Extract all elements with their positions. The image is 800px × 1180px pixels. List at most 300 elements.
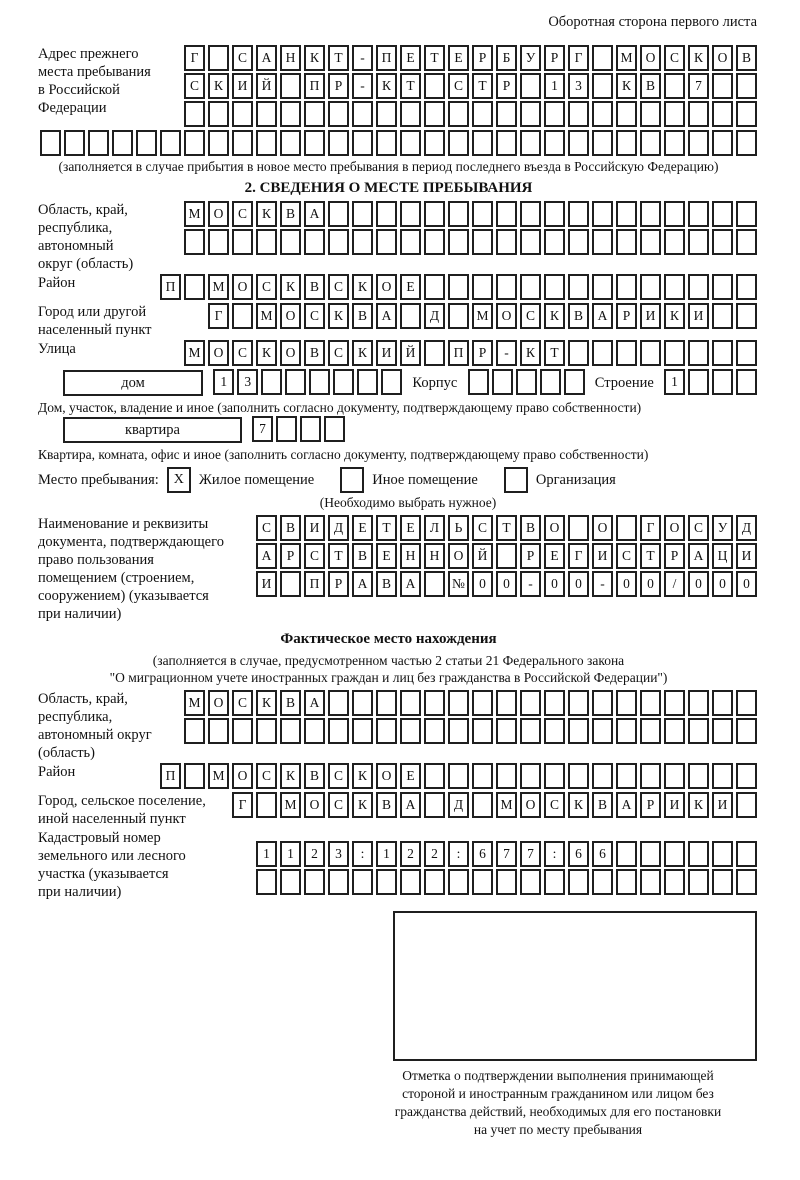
char-cell[interactable]: Т — [328, 45, 349, 71]
char-cell[interactable] — [712, 841, 733, 867]
char-cell[interactable] — [376, 690, 397, 716]
char-cell[interactable]: Р — [280, 543, 301, 569]
char-cell[interactable] — [736, 130, 757, 156]
char-cell[interactable] — [472, 201, 493, 227]
cadastre-row-1[interactable] — [256, 841, 757, 867]
char-cell[interactable] — [688, 274, 709, 300]
char-cell[interactable]: В — [376, 792, 397, 818]
char-cell[interactable]: Н — [400, 543, 421, 569]
prev-address-row-1[interactable] — [184, 45, 757, 71]
char-cell[interactable] — [400, 130, 421, 156]
char-cell[interactable]: В — [520, 515, 541, 541]
char-cell[interactable] — [664, 690, 685, 716]
char-cell[interactable] — [592, 201, 613, 227]
char-cell[interactable]: Г — [568, 543, 589, 569]
char-cell[interactable]: О — [712, 45, 733, 71]
char-cell[interactable] — [616, 690, 637, 716]
char-cell[interactable] — [496, 718, 517, 744]
char-cell[interactable]: У — [520, 45, 541, 71]
char-cell[interactable]: Е — [400, 274, 421, 300]
char-cell[interactable] — [568, 340, 589, 366]
char-cell[interactable] — [184, 274, 205, 300]
char-cell[interactable]: А — [304, 201, 325, 227]
char-cell[interactable] — [424, 201, 445, 227]
char-cell[interactable] — [736, 73, 757, 99]
char-cell[interactable] — [640, 201, 661, 227]
char-cell[interactable] — [712, 73, 733, 99]
char-cell[interactable]: С — [328, 274, 349, 300]
char-cell[interactable]: В — [352, 543, 373, 569]
char-cell[interactable]: А — [400, 792, 421, 818]
char-cell[interactable] — [376, 201, 397, 227]
char-cell[interactable]: И — [688, 303, 709, 329]
char-cell[interactable] — [472, 792, 493, 818]
char-cell[interactable] — [712, 101, 733, 127]
char-cell[interactable] — [400, 690, 421, 716]
char-cell[interactable]: И — [736, 543, 757, 569]
char-cell[interactable] — [564, 369, 585, 395]
char-cell[interactable] — [496, 690, 517, 716]
char-cell[interactable]: Р — [520, 543, 541, 569]
char-cell[interactable] — [328, 869, 349, 895]
char-cell[interactable]: А — [592, 303, 613, 329]
char-cell[interactable] — [544, 130, 565, 156]
char-cell[interactable]: 0 — [472, 571, 493, 597]
char-cell[interactable]: 7 — [520, 841, 541, 867]
char-cell[interactable] — [328, 101, 349, 127]
char-cell[interactable] — [736, 101, 757, 127]
char-cell[interactable] — [381, 369, 402, 395]
house-type-box[interactable]: дом — [63, 370, 203, 396]
char-cell[interactable]: Й — [256, 73, 277, 99]
house-number-cells[interactable] — [213, 369, 402, 395]
char-cell[interactable]: О — [208, 690, 229, 716]
char-cell[interactable]: П — [304, 73, 325, 99]
stroenie-cells[interactable] — [664, 369, 757, 395]
char-cell[interactable] — [712, 690, 733, 716]
char-cell[interactable]: С — [232, 201, 253, 227]
char-cell[interactable] — [568, 229, 589, 255]
char-cell[interactable]: Р — [472, 340, 493, 366]
char-cell[interactable] — [424, 101, 445, 127]
char-cell[interactable] — [276, 416, 297, 442]
char-cell[interactable] — [664, 73, 685, 99]
char-cell[interactable]: - — [592, 571, 613, 597]
char-cell[interactable]: С — [256, 763, 277, 789]
char-cell[interactable] — [304, 130, 325, 156]
char-cell[interactable]: С — [616, 543, 637, 569]
char-cell[interactable] — [400, 303, 421, 329]
char-cell[interactable]: П — [304, 571, 325, 597]
char-cell[interactable] — [616, 841, 637, 867]
char-cell[interactable]: М — [184, 340, 205, 366]
fact-region-row-1[interactable] — [184, 690, 757, 716]
char-cell[interactable] — [592, 718, 613, 744]
char-cell[interactable]: М — [208, 763, 229, 789]
char-cell[interactable] — [424, 130, 445, 156]
char-cell[interactable] — [712, 718, 733, 744]
char-cell[interactable]: 2 — [304, 841, 325, 867]
char-cell[interactable]: К — [280, 274, 301, 300]
char-cell[interactable]: Т — [544, 340, 565, 366]
char-cell[interactable]: № — [448, 571, 469, 597]
char-cell[interactable]: К — [352, 763, 373, 789]
char-cell[interactable]: К — [352, 792, 373, 818]
char-cell[interactable] — [448, 201, 469, 227]
char-cell[interactable]: 0 — [616, 571, 637, 597]
char-cell[interactable] — [736, 690, 757, 716]
char-cell[interactable]: 0 — [712, 571, 733, 597]
char-cell[interactable]: К — [664, 303, 685, 329]
district-row[interactable] — [160, 274, 757, 300]
char-cell[interactable]: Р — [544, 45, 565, 71]
char-cell[interactable]: К — [256, 340, 277, 366]
char-cell[interactable]: О — [232, 763, 253, 789]
char-cell[interactable] — [184, 718, 205, 744]
char-cell[interactable] — [112, 130, 133, 156]
char-cell[interactable] — [304, 101, 325, 127]
char-cell[interactable]: 1 — [376, 841, 397, 867]
char-cell[interactable] — [592, 690, 613, 716]
char-cell[interactable] — [256, 869, 277, 895]
char-cell[interactable]: - — [496, 340, 517, 366]
char-cell[interactable]: П — [160, 274, 181, 300]
char-cell[interactable] — [736, 274, 757, 300]
char-cell[interactable]: М — [184, 690, 205, 716]
char-cell[interactable]: О — [496, 303, 517, 329]
char-cell[interactable] — [712, 274, 733, 300]
char-cell[interactable]: М — [280, 792, 301, 818]
char-cell[interactable]: В — [280, 515, 301, 541]
char-cell[interactable] — [208, 130, 229, 156]
char-cell[interactable] — [568, 274, 589, 300]
char-cell[interactable] — [376, 229, 397, 255]
char-cell[interactable]: С — [304, 543, 325, 569]
char-cell[interactable] — [544, 869, 565, 895]
char-cell[interactable] — [544, 690, 565, 716]
char-cell[interactable] — [640, 869, 661, 895]
fact-district-row[interactable] — [160, 763, 757, 789]
char-cell[interactable] — [424, 792, 445, 818]
char-cell[interactable] — [712, 763, 733, 789]
char-cell[interactable]: Т — [328, 543, 349, 569]
fact-region-row-2[interactable] — [184, 718, 757, 744]
char-cell[interactable] — [448, 718, 469, 744]
char-cell[interactable]: Е — [448, 45, 469, 71]
char-cell[interactable] — [285, 369, 306, 395]
char-cell[interactable]: Е — [544, 543, 565, 569]
char-cell[interactable] — [664, 340, 685, 366]
char-cell[interactable] — [520, 130, 541, 156]
char-cell[interactable]: С — [688, 515, 709, 541]
char-cell[interactable] — [352, 201, 373, 227]
char-cell[interactable] — [688, 718, 709, 744]
char-cell[interactable]: Г — [208, 303, 229, 329]
char-cell[interactable] — [640, 274, 661, 300]
char-cell[interactable] — [300, 416, 321, 442]
char-cell[interactable]: К — [376, 73, 397, 99]
char-cell[interactable] — [520, 201, 541, 227]
prev-address-row-2[interactable] — [184, 73, 757, 99]
char-cell[interactable] — [160, 130, 181, 156]
char-cell[interactable] — [592, 101, 613, 127]
region-row-1[interactable] — [184, 201, 757, 227]
char-cell[interactable]: В — [568, 303, 589, 329]
char-cell[interactable] — [400, 201, 421, 227]
char-cell[interactable] — [568, 869, 589, 895]
char-cell[interactable] — [136, 130, 157, 156]
char-cell[interactable] — [424, 229, 445, 255]
korpus-cells[interactable] — [468, 369, 585, 395]
char-cell[interactable]: П — [376, 45, 397, 71]
char-cell[interactable]: В — [280, 201, 301, 227]
char-cell[interactable] — [616, 718, 637, 744]
char-cell[interactable] — [568, 201, 589, 227]
char-cell[interactable] — [472, 274, 493, 300]
char-cell[interactable] — [424, 690, 445, 716]
char-cell[interactable] — [280, 869, 301, 895]
char-cell[interactable]: Е — [376, 543, 397, 569]
char-cell[interactable] — [424, 869, 445, 895]
char-cell[interactable] — [520, 274, 541, 300]
char-cell[interactable]: 0 — [568, 571, 589, 597]
char-cell[interactable]: М — [472, 303, 493, 329]
char-cell[interactable] — [616, 869, 637, 895]
char-cell[interactable]: И — [640, 303, 661, 329]
char-cell[interactable]: Е — [352, 515, 373, 541]
char-cell[interactable] — [568, 690, 589, 716]
char-cell[interactable]: О — [592, 515, 613, 541]
char-cell[interactable] — [712, 229, 733, 255]
char-cell[interactable]: О — [544, 515, 565, 541]
char-cell[interactable]: 7 — [252, 416, 273, 442]
char-cell[interactable] — [448, 869, 469, 895]
char-cell[interactable] — [309, 369, 330, 395]
char-cell[interactable] — [208, 45, 229, 71]
char-cell[interactable] — [256, 130, 277, 156]
char-cell[interactable] — [352, 130, 373, 156]
char-cell[interactable]: К — [520, 340, 541, 366]
char-cell[interactable]: С — [232, 45, 253, 71]
char-cell[interactable]: К — [304, 45, 325, 71]
char-cell[interactable]: С — [472, 515, 493, 541]
char-cell[interactable] — [736, 303, 757, 329]
char-cell[interactable] — [616, 340, 637, 366]
char-cell[interactable] — [568, 763, 589, 789]
char-cell[interactable]: А — [616, 792, 637, 818]
char-cell[interactable] — [664, 841, 685, 867]
char-cell[interactable] — [492, 369, 513, 395]
char-cell[interactable] — [208, 718, 229, 744]
char-cell[interactable] — [592, 869, 613, 895]
char-cell[interactable]: М — [184, 201, 205, 227]
char-cell[interactable]: Р — [616, 303, 637, 329]
char-cell[interactable]: Е — [400, 515, 421, 541]
char-cell[interactable] — [468, 369, 489, 395]
char-cell[interactable] — [544, 718, 565, 744]
char-cell[interactable] — [688, 869, 709, 895]
char-cell[interactable] — [424, 571, 445, 597]
char-cell[interactable] — [568, 718, 589, 744]
char-cell[interactable]: В — [352, 303, 373, 329]
char-cell[interactable] — [664, 763, 685, 789]
char-cell[interactable]: И — [304, 515, 325, 541]
char-cell[interactable] — [616, 229, 637, 255]
char-cell[interactable] — [544, 229, 565, 255]
char-cell[interactable] — [64, 130, 85, 156]
char-cell[interactable]: 2 — [424, 841, 445, 867]
char-cell[interactable]: В — [592, 792, 613, 818]
char-cell[interactable]: 7 — [688, 73, 709, 99]
char-cell[interactable]: О — [376, 763, 397, 789]
char-cell[interactable] — [736, 201, 757, 227]
char-cell[interactable] — [640, 101, 661, 127]
char-cell[interactable] — [592, 229, 613, 255]
char-cell[interactable] — [472, 690, 493, 716]
char-cell[interactable]: С — [256, 515, 277, 541]
char-cell[interactable] — [520, 763, 541, 789]
char-cell[interactable] — [352, 718, 373, 744]
char-cell[interactable] — [736, 869, 757, 895]
street-row[interactable] — [184, 340, 757, 366]
char-cell[interactable] — [688, 841, 709, 867]
char-cell[interactable]: С — [664, 45, 685, 71]
char-cell[interactable]: М — [256, 303, 277, 329]
char-cell[interactable]: Г — [232, 792, 253, 818]
char-cell[interactable] — [424, 340, 445, 366]
char-cell[interactable]: Е — [400, 45, 421, 71]
char-cell[interactable]: 6 — [568, 841, 589, 867]
char-cell[interactable]: О — [448, 543, 469, 569]
char-cell[interactable]: Ц — [712, 543, 733, 569]
char-cell[interactable]: О — [304, 792, 325, 818]
char-cell[interactable]: С — [544, 792, 565, 818]
char-cell[interactable]: К — [688, 792, 709, 818]
char-cell[interactable] — [496, 229, 517, 255]
char-cell[interactable]: Р — [496, 73, 517, 99]
char-cell[interactable] — [640, 229, 661, 255]
char-cell[interactable] — [472, 101, 493, 127]
char-cell[interactable] — [352, 869, 373, 895]
char-cell[interactable] — [712, 130, 733, 156]
char-cell[interactable] — [736, 340, 757, 366]
char-cell[interactable] — [328, 130, 349, 156]
char-cell[interactable]: Н — [424, 543, 445, 569]
char-cell[interactable] — [616, 130, 637, 156]
char-cell[interactable]: С — [256, 274, 277, 300]
char-cell[interactable] — [256, 718, 277, 744]
char-cell[interactable] — [544, 201, 565, 227]
char-cell[interactable]: У — [712, 515, 733, 541]
char-cell[interactable]: С — [304, 303, 325, 329]
char-cell[interactable]: О — [520, 792, 541, 818]
char-cell[interactable]: К — [616, 73, 637, 99]
char-cell[interactable] — [448, 763, 469, 789]
char-cell[interactable] — [640, 690, 661, 716]
char-cell[interactable]: Т — [424, 45, 445, 71]
char-cell[interactable] — [232, 130, 253, 156]
char-cell[interactable] — [208, 101, 229, 127]
char-cell[interactable] — [232, 101, 253, 127]
char-cell[interactable] — [688, 229, 709, 255]
char-cell[interactable]: К — [256, 201, 277, 227]
char-cell[interactable]: П — [160, 763, 181, 789]
char-cell[interactable]: И — [712, 792, 733, 818]
char-cell[interactable]: 6 — [472, 841, 493, 867]
char-cell[interactable]: О — [208, 340, 229, 366]
prev-address-overflow-row[interactable] — [20, 130, 757, 156]
char-cell[interactable] — [184, 763, 205, 789]
char-cell[interactable]: К — [352, 340, 373, 366]
char-cell[interactable] — [424, 763, 445, 789]
char-cell[interactable] — [352, 229, 373, 255]
apartment-number-cells[interactable] — [252, 416, 345, 442]
char-cell[interactable] — [592, 73, 613, 99]
char-cell[interactable] — [304, 718, 325, 744]
char-cell[interactable] — [424, 73, 445, 99]
char-cell[interactable] — [688, 101, 709, 127]
char-cell[interactable]: В — [280, 690, 301, 716]
char-cell[interactable] — [544, 101, 565, 127]
char-cell[interactable] — [472, 718, 493, 744]
char-cell[interactable]: К — [256, 690, 277, 716]
char-cell[interactable]: 0 — [640, 571, 661, 597]
char-cell[interactable] — [448, 229, 469, 255]
char-cell[interactable] — [712, 369, 733, 395]
char-cell[interactable]: К — [328, 303, 349, 329]
char-cell[interactable] — [184, 229, 205, 255]
char-cell[interactable] — [640, 130, 661, 156]
char-cell[interactable]: К — [688, 45, 709, 71]
char-cell[interactable]: Т — [472, 73, 493, 99]
char-cell[interactable] — [208, 229, 229, 255]
char-cell[interactable]: Р — [328, 571, 349, 597]
char-cell[interactable]: Г — [640, 515, 661, 541]
char-cell[interactable]: 1 — [256, 841, 277, 867]
char-cell[interactable] — [688, 130, 709, 156]
char-cell[interactable] — [448, 101, 469, 127]
char-cell[interactable]: Т — [496, 515, 517, 541]
char-cell[interactable]: Д — [736, 515, 757, 541]
char-cell[interactable] — [664, 130, 685, 156]
char-cell[interactable]: К — [352, 274, 373, 300]
checkbox-residential[interactable]: X — [167, 467, 191, 493]
char-cell[interactable]: 0 — [736, 571, 757, 597]
region-row-2[interactable] — [184, 229, 757, 255]
char-cell[interactable]: О — [208, 201, 229, 227]
char-cell[interactable] — [520, 73, 541, 99]
cadastre-row-2[interactable] — [256, 869, 757, 895]
char-cell[interactable] — [688, 369, 709, 395]
char-cell[interactable]: Р — [472, 45, 493, 71]
char-cell[interactable] — [324, 416, 345, 442]
char-cell[interactable] — [664, 718, 685, 744]
char-cell[interactable] — [520, 869, 541, 895]
char-cell[interactable] — [256, 792, 277, 818]
city-row[interactable] — [208, 303, 757, 329]
char-cell[interactable] — [400, 229, 421, 255]
char-cell[interactable]: С — [328, 340, 349, 366]
char-cell[interactable]: - — [352, 73, 373, 99]
char-cell[interactable]: Т — [400, 73, 421, 99]
char-cell[interactable] — [544, 274, 565, 300]
char-cell[interactable]: В — [736, 45, 757, 71]
char-cell[interactable] — [184, 101, 205, 127]
char-cell[interactable] — [472, 229, 493, 255]
char-cell[interactable] — [232, 718, 253, 744]
char-cell[interactable]: 3 — [328, 841, 349, 867]
char-cell[interactable]: А — [688, 543, 709, 569]
